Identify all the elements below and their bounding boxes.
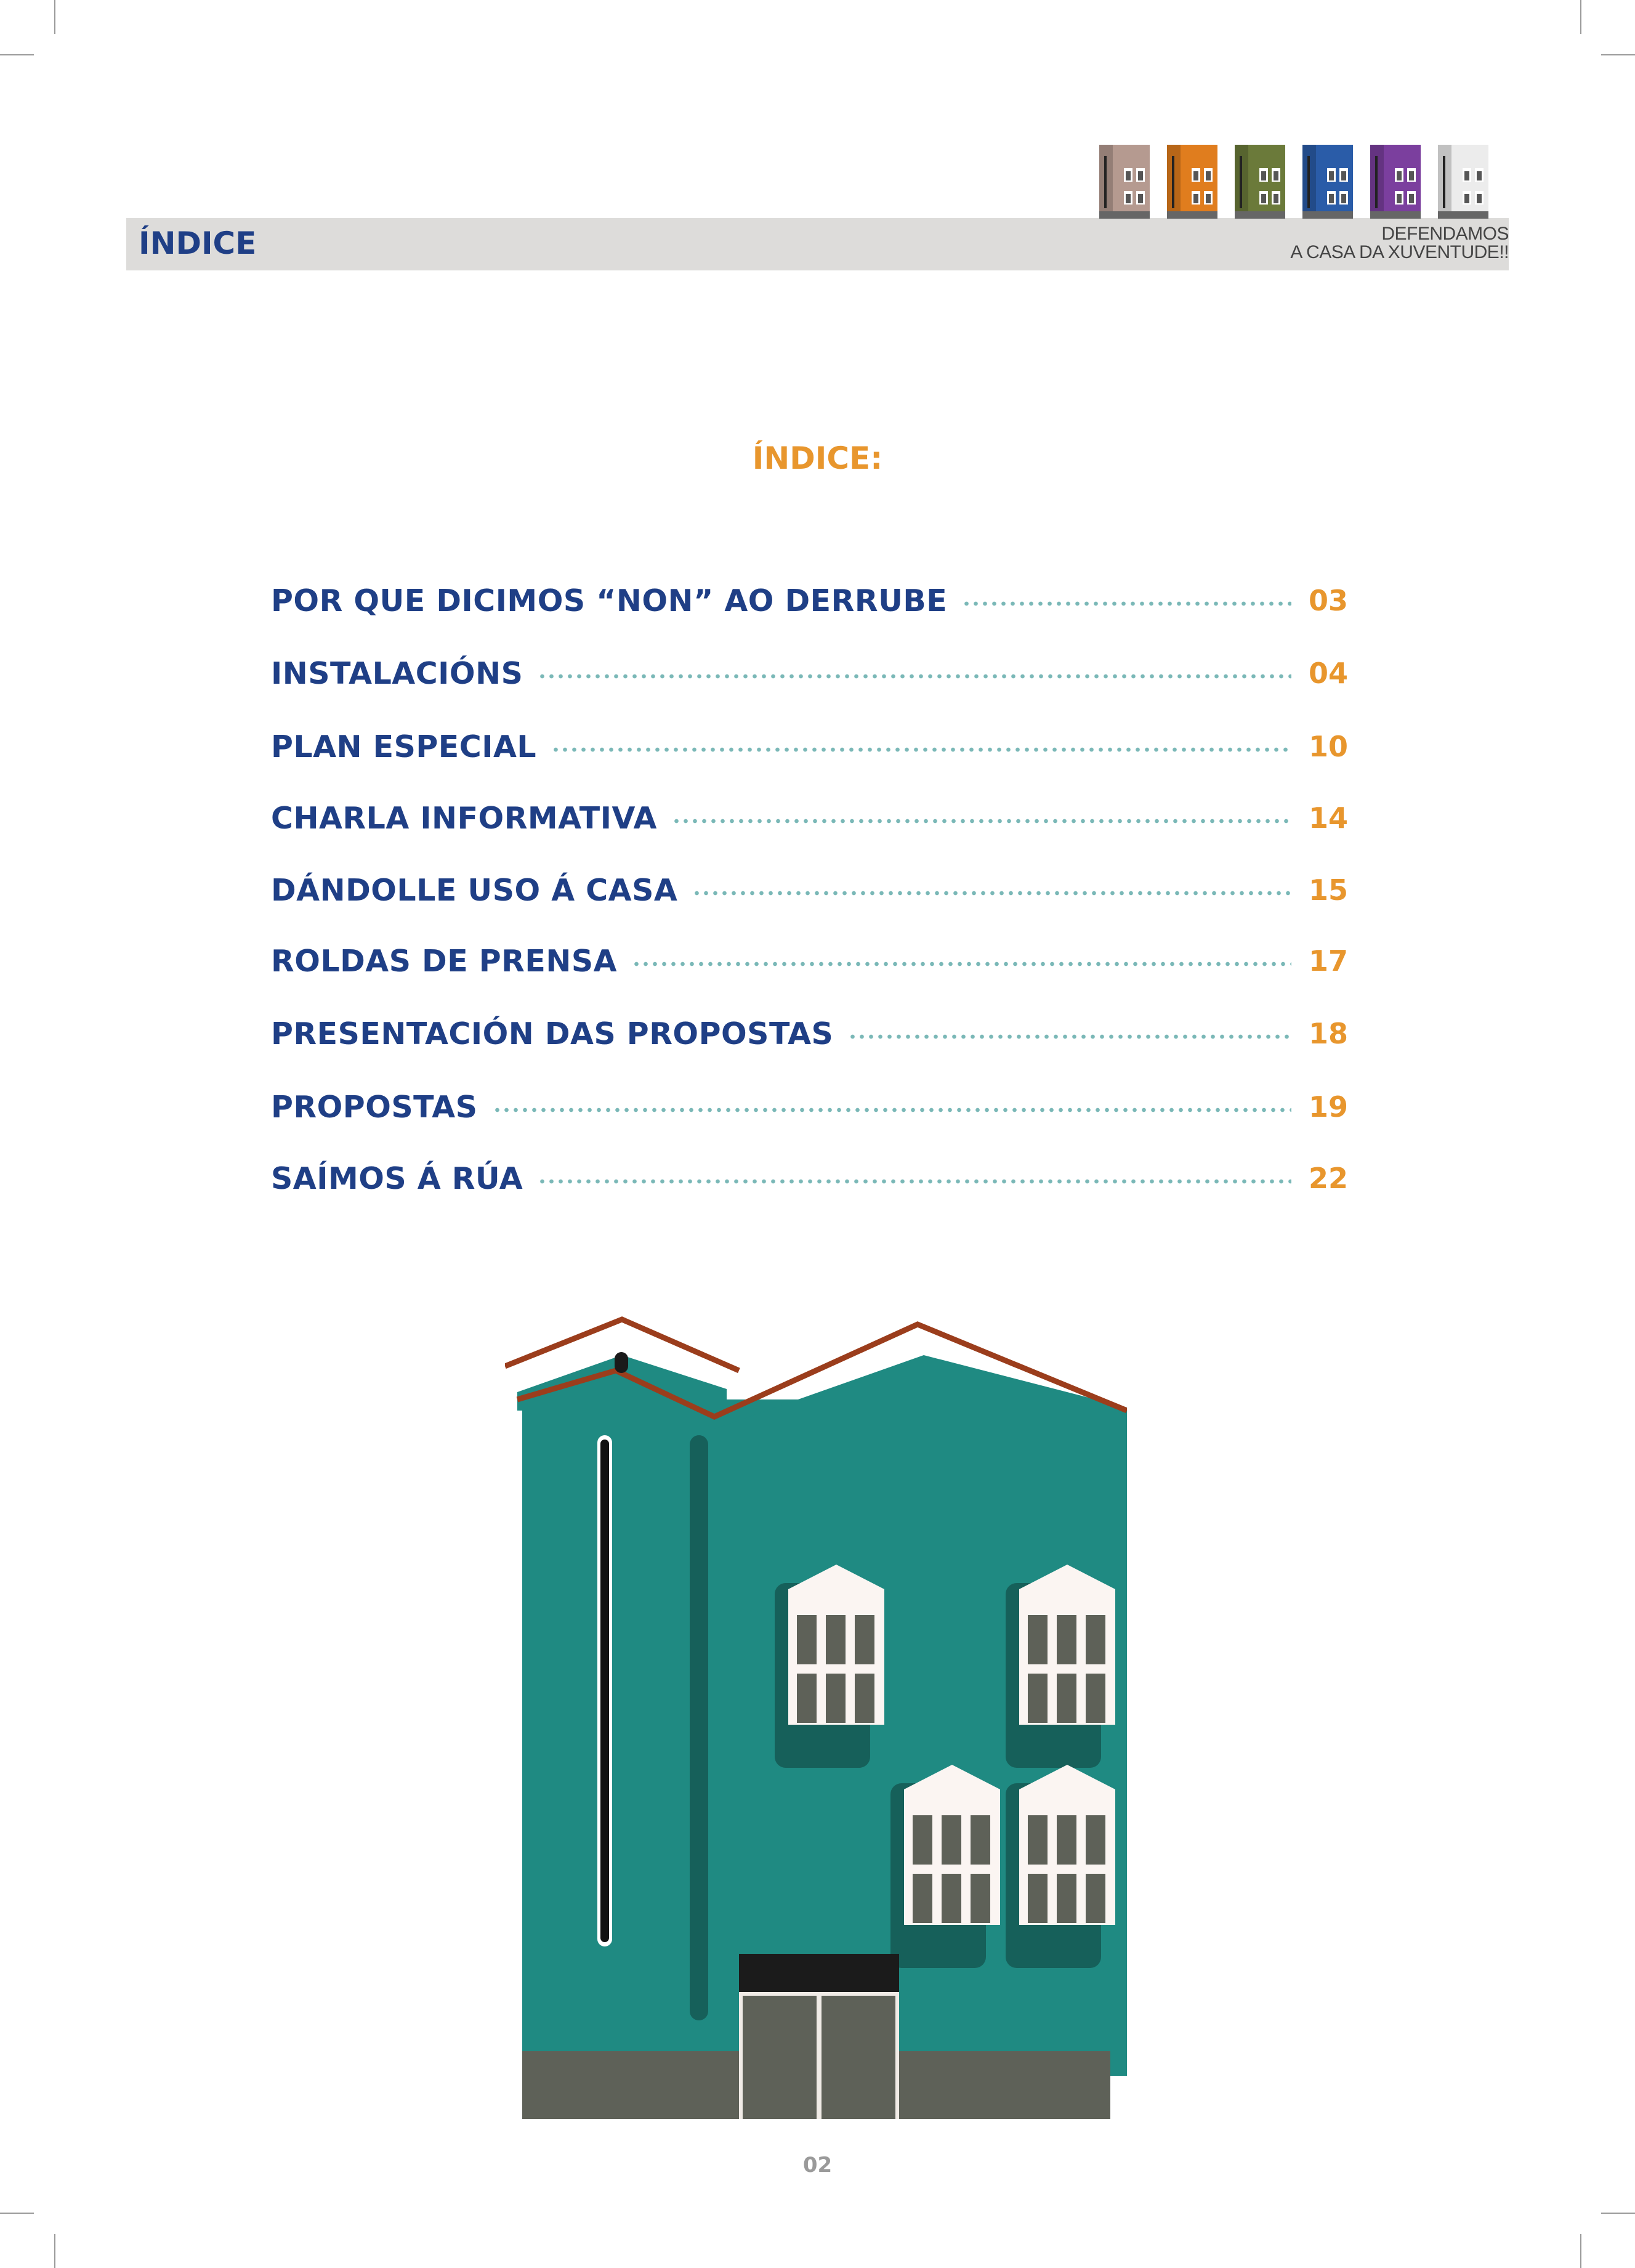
- house-window-pane: [1329, 171, 1334, 180]
- house-window-pane: [1341, 171, 1346, 180]
- toc-item-page: 04: [1309, 657, 1349, 690]
- window-pane: [855, 1615, 874, 1664]
- house-slit: [1240, 156, 1242, 208]
- arched-window: [890, 1765, 1000, 1968]
- house-window-pane: [1477, 194, 1482, 203]
- toc-leader-dots: [538, 674, 1291, 679]
- window-pane: [913, 1815, 932, 1865]
- door-lintel: [739, 1954, 899, 1992]
- window-pane: [971, 1874, 990, 1923]
- house-icon: [1370, 145, 1421, 219]
- house-window-pane: [1409, 194, 1414, 203]
- crop-mark: [0, 54, 34, 55]
- house-window-pane: [1261, 194, 1266, 203]
- toc-item-label: PROPOSTAS: [271, 1089, 478, 1125]
- toc-leader-dots: [848, 1034, 1291, 1039]
- arched-window: [1006, 1565, 1115, 1768]
- window-pane: [913, 1874, 932, 1923]
- toc-item[interactable]: [271, 1009, 1349, 1058]
- arched-window: [1006, 1765, 1115, 1968]
- toc-item-page: 14: [1309, 801, 1349, 835]
- house-window-pane: [1274, 194, 1278, 203]
- house-icon: [1099, 145, 1150, 219]
- toc-item-page: 17: [1309, 944, 1349, 978]
- house-window-pane: [1464, 194, 1469, 203]
- window-pane: [1086, 1874, 1105, 1923]
- window-pane: [1057, 1615, 1076, 1664]
- house-window-pane: [1397, 194, 1402, 203]
- window-pane: [797, 1674, 817, 1723]
- house-window-pane: [1464, 171, 1469, 180]
- house-base: [1370, 211, 1421, 219]
- toc-item-label: CHARLA INFORMATIVA: [271, 800, 657, 836]
- toc-heading: ÍNDICE:: [752, 440, 883, 476]
- houses-logo: [1099, 145, 1496, 219]
- toc-item-label: PLAN ESPECIAL: [271, 729, 537, 764]
- toc-item[interactable]: [271, 649, 1349, 698]
- window-pane: [1086, 1674, 1105, 1723]
- window-pane: [855, 1674, 874, 1723]
- toc-item[interactable]: [271, 576, 1349, 625]
- page-number: 02: [802, 2153, 833, 2177]
- toc-leader-dots: [538, 1179, 1291, 1184]
- toc-item-label: PRESENTACIÓN DAS PROPOSTAS: [271, 1016, 834, 1051]
- toc-item[interactable]: [271, 1082, 1349, 1132]
- toc-item-page: 22: [1309, 1162, 1349, 1195]
- crop-mark: [0, 2213, 34, 2214]
- house-icon: [1302, 145, 1353, 219]
- house-window-pane: [1477, 171, 1482, 180]
- header-slogan: [1290, 225, 1509, 262]
- house-icon: [1235, 145, 1285, 219]
- toc-item-page: 10: [1309, 730, 1349, 763]
- arched-window: [775, 1565, 884, 1768]
- crop-mark: [1601, 54, 1635, 55]
- house-window-pane: [1193, 194, 1198, 203]
- toc-item-label: SAÍMOS Á RÚA: [271, 1160, 523, 1196]
- house-window-pane: [1138, 194, 1143, 203]
- house-window-pane: [1126, 194, 1131, 203]
- house-window-pane: [1206, 171, 1211, 180]
- house-slit: [1307, 156, 1310, 208]
- window-pane: [1028, 1815, 1048, 1865]
- toc-item[interactable]: [271, 936, 1349, 986]
- window-pane: [1028, 1615, 1048, 1664]
- toc-item[interactable]: [271, 1154, 1349, 1203]
- toc-item[interactable]: [271, 722, 1349, 771]
- window-pane: [1086, 1615, 1105, 1664]
- window-pane: [1057, 1674, 1076, 1723]
- house-window-pane: [1193, 171, 1198, 180]
- window-pane: [942, 1815, 961, 1865]
- house-slit: [1443, 156, 1445, 208]
- crop-mark: [1580, 0, 1581, 34]
- toc-item-page: 19: [1309, 1090, 1349, 1124]
- crop-mark: [54, 2234, 55, 2268]
- toc-item[interactable]: [271, 865, 1349, 915]
- window-pane: [1028, 1674, 1048, 1723]
- house-base: [1099, 211, 1150, 219]
- window-pane: [826, 1615, 846, 1664]
- house-slit: [1104, 156, 1107, 208]
- crop-mark: [54, 0, 55, 34]
- toc-item-page: 03: [1309, 584, 1349, 617]
- toc-item[interactable]: [271, 793, 1349, 843]
- toc-item-label: DÁNDOLLE USO Á CASA: [271, 872, 678, 908]
- house-window-pane: [1397, 171, 1402, 180]
- tower-window: [615, 1352, 628, 1373]
- crop-mark: [1601, 2213, 1635, 2214]
- toc-item-label: POR QUE DICIMOS “NON” AO DERRUBE: [271, 583, 948, 618]
- house-window-pane: [1126, 171, 1131, 180]
- house-window-pane: [1274, 171, 1278, 180]
- house-window-pane: [1261, 171, 1266, 180]
- toc-item-page: 18: [1309, 1017, 1349, 1050]
- house-window-pane: [1329, 194, 1334, 203]
- house-slit: [1172, 156, 1174, 208]
- window-pane: [826, 1674, 846, 1723]
- building-illustration: [505, 1312, 1127, 2119]
- door-leaf: [743, 1996, 817, 2119]
- house-base: [1167, 211, 1217, 219]
- house-icon: [1438, 145, 1488, 219]
- house-window-pane: [1341, 194, 1346, 203]
- window-pane: [1028, 1874, 1048, 1923]
- slit-window: [600, 1440, 609, 1942]
- house-base: [1438, 211, 1488, 219]
- window-pane: [797, 1615, 817, 1664]
- toc-leader-dots: [962, 601, 1291, 606]
- page-title: ÍNDICE: [139, 225, 257, 261]
- window-pane: [971, 1815, 990, 1865]
- toc-leader-dots: [551, 747, 1291, 752]
- window-pane: [1057, 1874, 1076, 1923]
- house-icon: [1167, 145, 1217, 219]
- slogan-line-1: DEFENDAMOS: [1381, 224, 1509, 244]
- toc-leader-dots: [632, 962, 1291, 966]
- house-window-pane: [1206, 194, 1211, 203]
- toc-leader-dots: [672, 819, 1291, 824]
- toc-item-label: ROLDAS DE PRENSA: [271, 943, 618, 979]
- house-base: [1302, 211, 1353, 219]
- house-window-pane: [1138, 171, 1143, 180]
- house-window-pane: [1409, 171, 1414, 180]
- toc-item-label: INSTALACIÓNS: [271, 655, 523, 691]
- house-slit: [1375, 156, 1378, 208]
- slogan-line-2: A CASA DA XUVENTUDE!!: [1290, 242, 1509, 262]
- wall-shadow: [690, 1435, 708, 2020]
- door-leaf: [822, 1996, 895, 2119]
- house-base: [1235, 211, 1285, 219]
- window-pane: [1057, 1815, 1076, 1865]
- window-pane: [1086, 1815, 1105, 1865]
- toc-leader-dots: [692, 891, 1291, 896]
- window-pane: [942, 1874, 961, 1923]
- toc-leader-dots: [493, 1108, 1292, 1112]
- crop-mark: [1580, 2234, 1581, 2268]
- toc-item-page: 15: [1309, 873, 1349, 907]
